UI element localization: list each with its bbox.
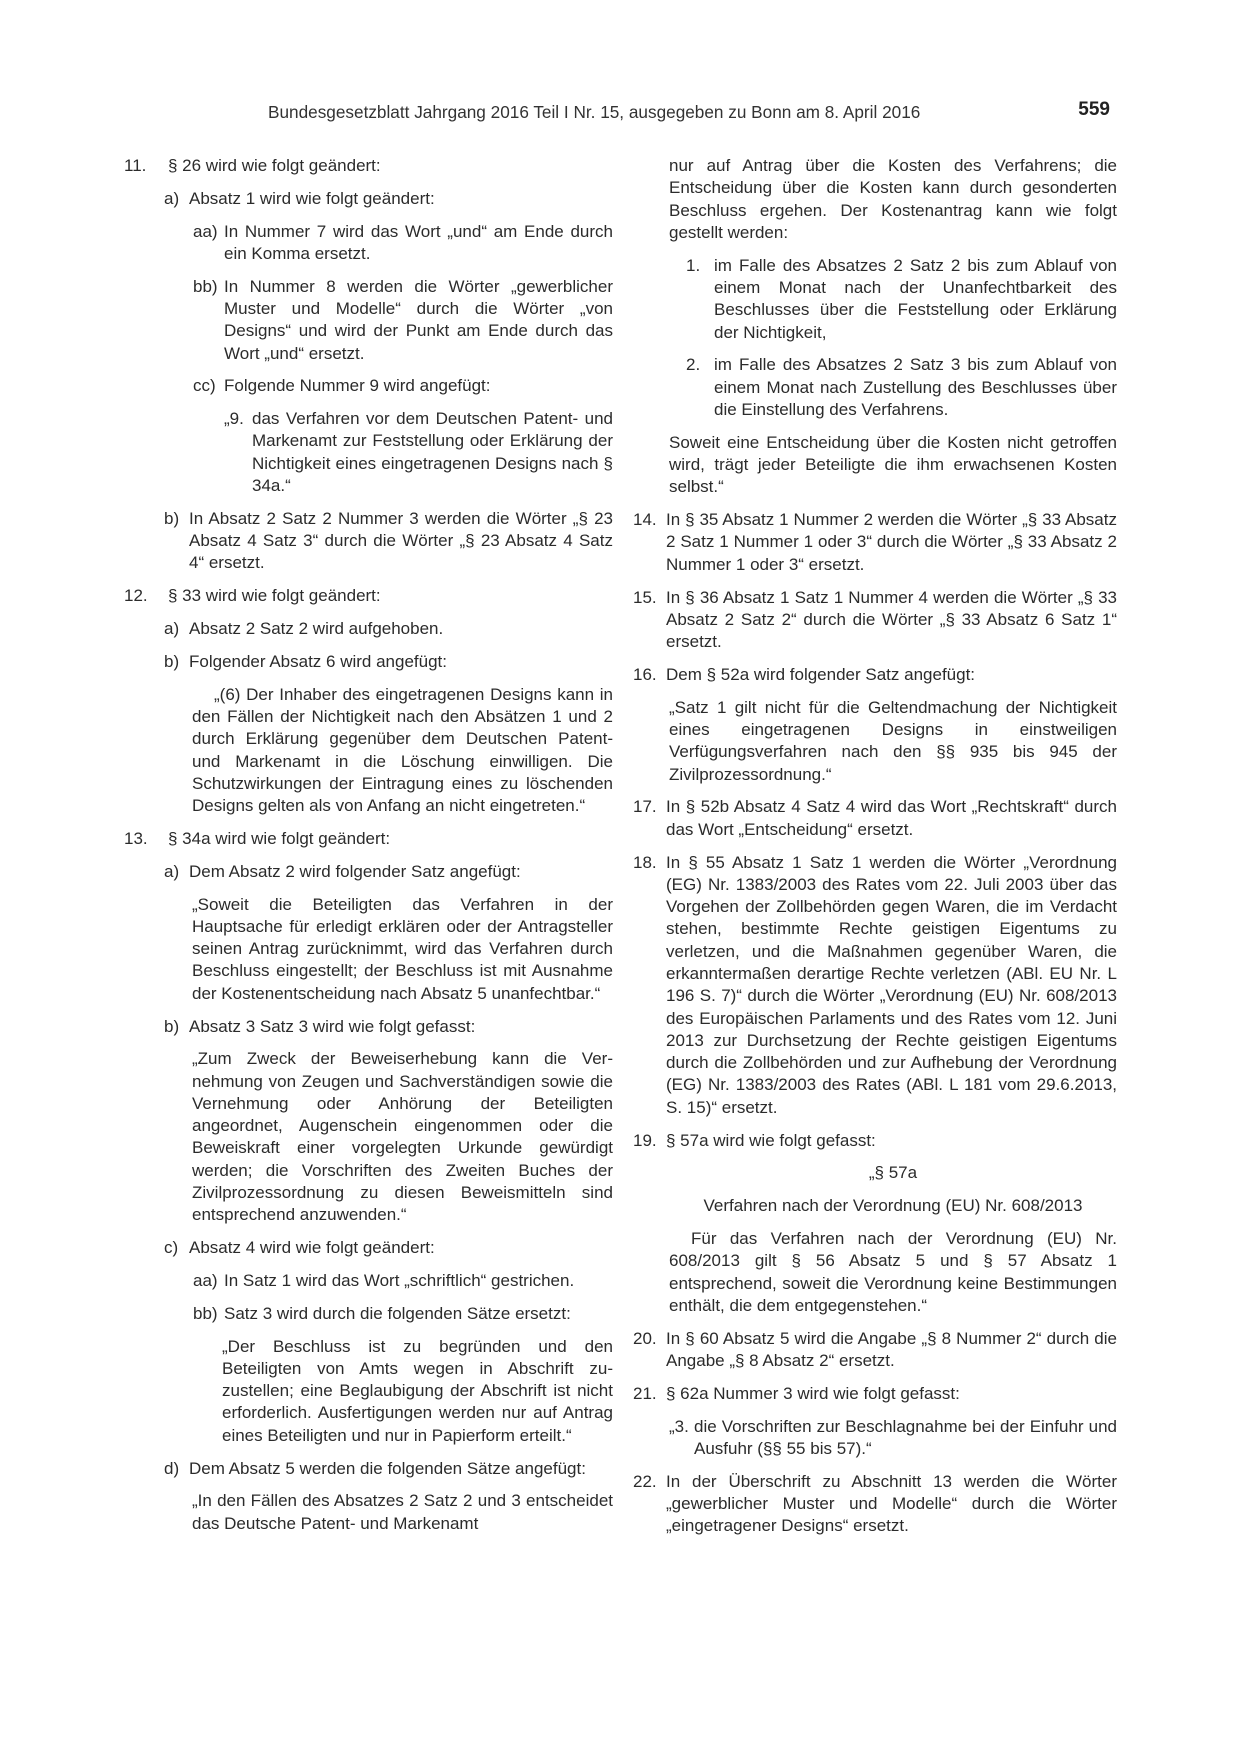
item-13c-bb (193, 1303, 613, 1325)
item-text: Dem Absatz 5 werden die folgenden Sätze angefügt: (189, 1458, 586, 1478)
item-label: „9. (224, 409, 244, 429)
item-18 (633, 852, 1117, 1120)
quoted-paragraph: „(6) Der Inhaber des eingetragenen Designs kann in den Fällen der Nichtigkeit nach den Absätzen 1 und 2 durch Erklärung gegenüber dem Deutschen Patent- und Markenamt in die Löschung einwilligen. Die Schutzwirkungen der Eintragung eines zu löschenden Designs gelten als von Anfang an nicht eingetreten.“ (192, 684, 613, 816)
item-text: In § 36 Absatz 1 Satz 1 Nummer 4 werden die Wörter „§ 33 Absatz 2 Satz 2“ durch die Wörter „§ 33 Absatz 6 Satz 1“ ersetzt. (666, 587, 1117, 652)
item-11a (164, 188, 613, 210)
item-13c (164, 1237, 613, 1259)
item-text: In Nummer 7 wird das Wort „und“ am Ende durch ein Komma ersetzt. (224, 221, 613, 263)
item-label: 11. (124, 156, 147, 175)
item-label: a) (164, 861, 180, 881)
item-label: a) (164, 188, 180, 208)
quoted-paragraph: „In den Fällen des Absatzes 2 Satz 2 und 3 entscheidet das Deutsche Patent- und Markenamt (192, 1491, 613, 1533)
item-text: Folgender Absatz 6 wird angefügt: (189, 651, 447, 671)
item-label: bb) (193, 1303, 218, 1323)
item-label: 14. (633, 510, 657, 530)
item-11a-cc (193, 375, 613, 397)
item-text: § 34a wird wie folgt geändert: (168, 828, 391, 848)
item-text: Dem § 52a wird folgender Satz angefügt: (666, 664, 976, 684)
item-text: In Nummer 8 werden die Wörter „gewerblicher Muster und Modelle“ durch die Wörter „von Designs“ und wird der Punkt am Ende durch das Wort „und“ ersetzt. (224, 276, 613, 363)
page-header (268, 101, 1110, 127)
item-13 (124, 828, 613, 850)
header-title: Bundesgesetzblatt Jahrgang 2016 Teil I Nr. 15, ausgegeben zu Bonn am 8. April 2016 (268, 102, 921, 122)
item-label: cc) (193, 376, 216, 396)
quoted-paragraph: „Der Beschluss ist zu begründen und den Beteiligten von Amts wegen in Abschrift zuzustellen; eine Beglaubigung der Abschrift ist nicht erforderlich. Ausfertigungen werden nur auf Antrag eines Beteiligten und nur in Papierform erteilt.“ (222, 1336, 613, 1445)
item-11 (124, 155, 613, 177)
item-label: 2. (686, 355, 701, 375)
item-21 (633, 1383, 1117, 1405)
item-text: das Verfahren vor dem Deutschen Patent- und Markenamt zur Feststellung oder Erklärung der Nichtigkeit eines eingetragenen Designs nach § 34a.“ (252, 409, 613, 496)
item-text: im Falle des Absatzes 2 Satz 3 bis zum Ablauf von einem Monat nach Zustellung des Beschlusses über die Einstellung des Verfahrens. (714, 355, 1117, 419)
quoted-paragraph: „Zum Zweck der Beweiserhebung kann die Vernehmung von Zeugen und Sachverständigen sowie die Vernehmung oder Anhörung der Beteiligten angeordnet, Augenschein eingenommen oder die Beweiskraft einer vorgelegten Urkunde gewürdigt werden; die Vorschriften des Zweiten Buches der Zivilprozessordnung zu diesen Beweismitteln sind entsprechend anzuwenden.“ (192, 1049, 613, 1225)
item-22 (633, 1471, 1117, 1538)
item-text: In § 60 Absatz 5 wird die Angabe „§ 8 Nummer 2“ durch die Angabe „§ 8 Absatz 2“ ersetzt. (666, 1328, 1117, 1370)
item-17 (633, 796, 1117, 841)
item-label: 22. (633, 1471, 657, 1491)
item-label: aa) (193, 1270, 218, 1290)
item-text: Satz 3 wird durch die folgenden Sätze ersetzt: (224, 1303, 571, 1323)
item-label: 20. (633, 1328, 657, 1348)
closing-paragraph: Soweit eine Entscheidung über die Kosten nicht getroffen wird, trägt jeder Beteiligte die ihm erwachsenen Kosten selbst.“ (669, 432, 1117, 497)
quoted-item-3 (669, 1416, 1117, 1461)
item-text: In der Überschrift zu Abschnitt 13 werden die Wörter „gewerblicher Muster und Modelle“ durch die Wörter „eingetragener Designs“ ersetzt. (666, 1471, 1117, 1536)
continued-paragraph: nur auf Antrag über die Kosten des Verfahrens; die Entscheidung über die Kosten kann durch gesonderten Beschluss ergehen. Der Kostenantrag kann wie folgt gestellt werden: (669, 156, 1117, 242)
item-label: b) (164, 1016, 180, 1036)
item-label: 12. (124, 586, 148, 606)
item-label: 13. (124, 828, 148, 848)
page-number: 559 (1078, 99, 1110, 120)
item-11a-aa (193, 221, 613, 266)
item-label: 18. (633, 852, 657, 872)
numbered-item-2 (686, 354, 1117, 421)
item-label: a) (164, 619, 180, 639)
quoted-paragraph: „Soweit die Beteiligten das Verfahren in der Hauptsache für erledigt erklären oder der Antragsteller seinen Antrag zurücknimmt, wird das Verfahren durch Beschluss eingestellt; der Beschluss ist mit Ausnahme der Kostenentscheidung nach Absatz 5 unanfechtbar.“ (192, 894, 613, 1003)
item-19 (633, 1130, 1117, 1152)
item-label: 17. (633, 797, 657, 817)
item-16 (633, 664, 1117, 686)
item-13a (164, 861, 613, 883)
item-label: bb) (193, 276, 218, 296)
item-14 (633, 509, 1117, 576)
item-13b (164, 1016, 613, 1038)
section-subheading: Verfahren nach der Verordnung (EU) Nr. 608/2013 (703, 1196, 1083, 1216)
item-label: 1. (686, 255, 701, 275)
item-11a-bb (193, 276, 613, 365)
item-text: Dem Absatz 2 wird folgender Satz angefügt: (189, 861, 521, 881)
item-12a (164, 618, 613, 640)
item-13c-aa (193, 1270, 613, 1292)
item-13d (164, 1458, 613, 1480)
item-label: aa) (193, 221, 218, 241)
right-column (633, 155, 1117, 1548)
item-text: § 33 wird wie folgt geändert: (168, 586, 381, 606)
item-text: im Falle des Absatzes 2 Satz 2 bis zum Ablauf von einem Monat nach der Unanfechtbarkeit des Beschlusses über die Feststellung oder Erklärung der Nichtigkeit, (714, 255, 1117, 342)
item-text: In Satz 1 wird das Wort „schriftlich“ gestrichen. (224, 1270, 575, 1290)
item-15 (633, 587, 1117, 654)
item-text: In § 55 Absatz 1 Satz 1 werden die Wörter „Verordnung (EG) Nr. 1383/2003 des Rates vom 22. Juli 2003 über das Vorgehen der Zollbehörden gegen Waren, die im Verdacht stehen, bestimmte Rechte geistigen Eigentums zu verletzen, und die Maßnahmen gegenüber Waren, die erkanntermaßen derartige Rechte verletzen (ABl. EU Nr. L 196 S. 7)“ durch die Wörter „Verordnung (EU) Nr. 608/2013 des Europäischen Parlaments und des Rates vom 12. Juni 2013 zur Durchsetzung der Rechte geistigen Eigentums durch die Zollbehörden und zur Aufhebung der Verordnung (EG) Nr. 1383/2003 des Rates (ABl. L 181 vom 29.6.2013, S. 15)“ ersetzt. (666, 852, 1117, 1117)
item-text: Absatz 3 Satz 3 wird wie folgt gefasst: (189, 1016, 476, 1036)
item-label: b) (164, 508, 180, 528)
section-body: Für das Verfahren nach der Verordnung (EU) Nr. 608/2013 gilt § 56 Absatz 5 und § 57 Absatz 1 entsprechend, soweit die Verordnung keine Bestimmungen enthält, die dem entgegenstehen.“ (669, 1228, 1117, 1315)
item-text: Absatz 2 Satz 2 wird aufgehoben. (189, 619, 444, 639)
item-text: die Vorschriften zur Beschlagnahme bei der Einfuhr und Ausfuhr (§§ 55 bis 57).“ (694, 1416, 1117, 1458)
numbered-item-1 (686, 255, 1117, 344)
item-label: „3. (669, 1416, 689, 1436)
item-label: 19. (633, 1130, 657, 1150)
item-text: § 26 wird wie folgt geändert: (168, 156, 381, 175)
item-text: Folgende Nummer 9 wird angefügt: (224, 376, 491, 396)
item-12b (164, 651, 613, 673)
item-text: In § 35 Absatz 1 Nummer 2 werden die Wörter „§ 33 Absatz 2 Satz 1 Nummer 1 oder 3“ durch die Wörter „§ 33 Absatz 2 Nummer 1 oder 3“ ersetzt. (666, 510, 1117, 574)
item-12 (124, 585, 613, 607)
item-11b (164, 508, 613, 575)
item-text: In Absatz 2 Satz 2 Nummer 3 werden die Wörter „§ 23 Absatz 4 Satz 3“ durch die Wörter „§ 23 Absatz 4 Satz 4“ ersetzt. (189, 508, 613, 573)
item-label: 21. (633, 1383, 657, 1403)
item-text: § 57a wird wie folgt gefasst: (666, 1130, 876, 1150)
item-label: 16. (633, 664, 657, 684)
item-label: 15. (633, 587, 657, 607)
left-column (124, 155, 613, 1545)
item-text: In § 52b Absatz 4 Satz 4 wird das Wort „Rechtskraft“ durch das Wort „Entscheidung“ ersetzt. (666, 797, 1117, 839)
item-text: Absatz 4 wird wie folgt geändert: (189, 1238, 435, 1258)
item-20 (633, 1328, 1117, 1373)
item-text: Absatz 1 wird wie folgt geändert: (189, 188, 435, 208)
quoted-paragraph: „Satz 1 gilt nicht für die Geltendmachung der Nichtigkeit eines eingetragenen Designs in einstweiligen Verfügungsverfahren nach den §§ 935 bis 945 der Zivilprozessordnung.“ (669, 697, 1117, 784)
item-label: b) (164, 651, 180, 671)
section-heading: „§ 57a (868, 1163, 918, 1183)
item-label: d) (164, 1458, 180, 1478)
item-text: § 62a Nummer 3 wird wie folgt gefasst: (666, 1383, 960, 1403)
item-label: c) (164, 1238, 179, 1258)
quoted-item-9 (224, 408, 613, 497)
